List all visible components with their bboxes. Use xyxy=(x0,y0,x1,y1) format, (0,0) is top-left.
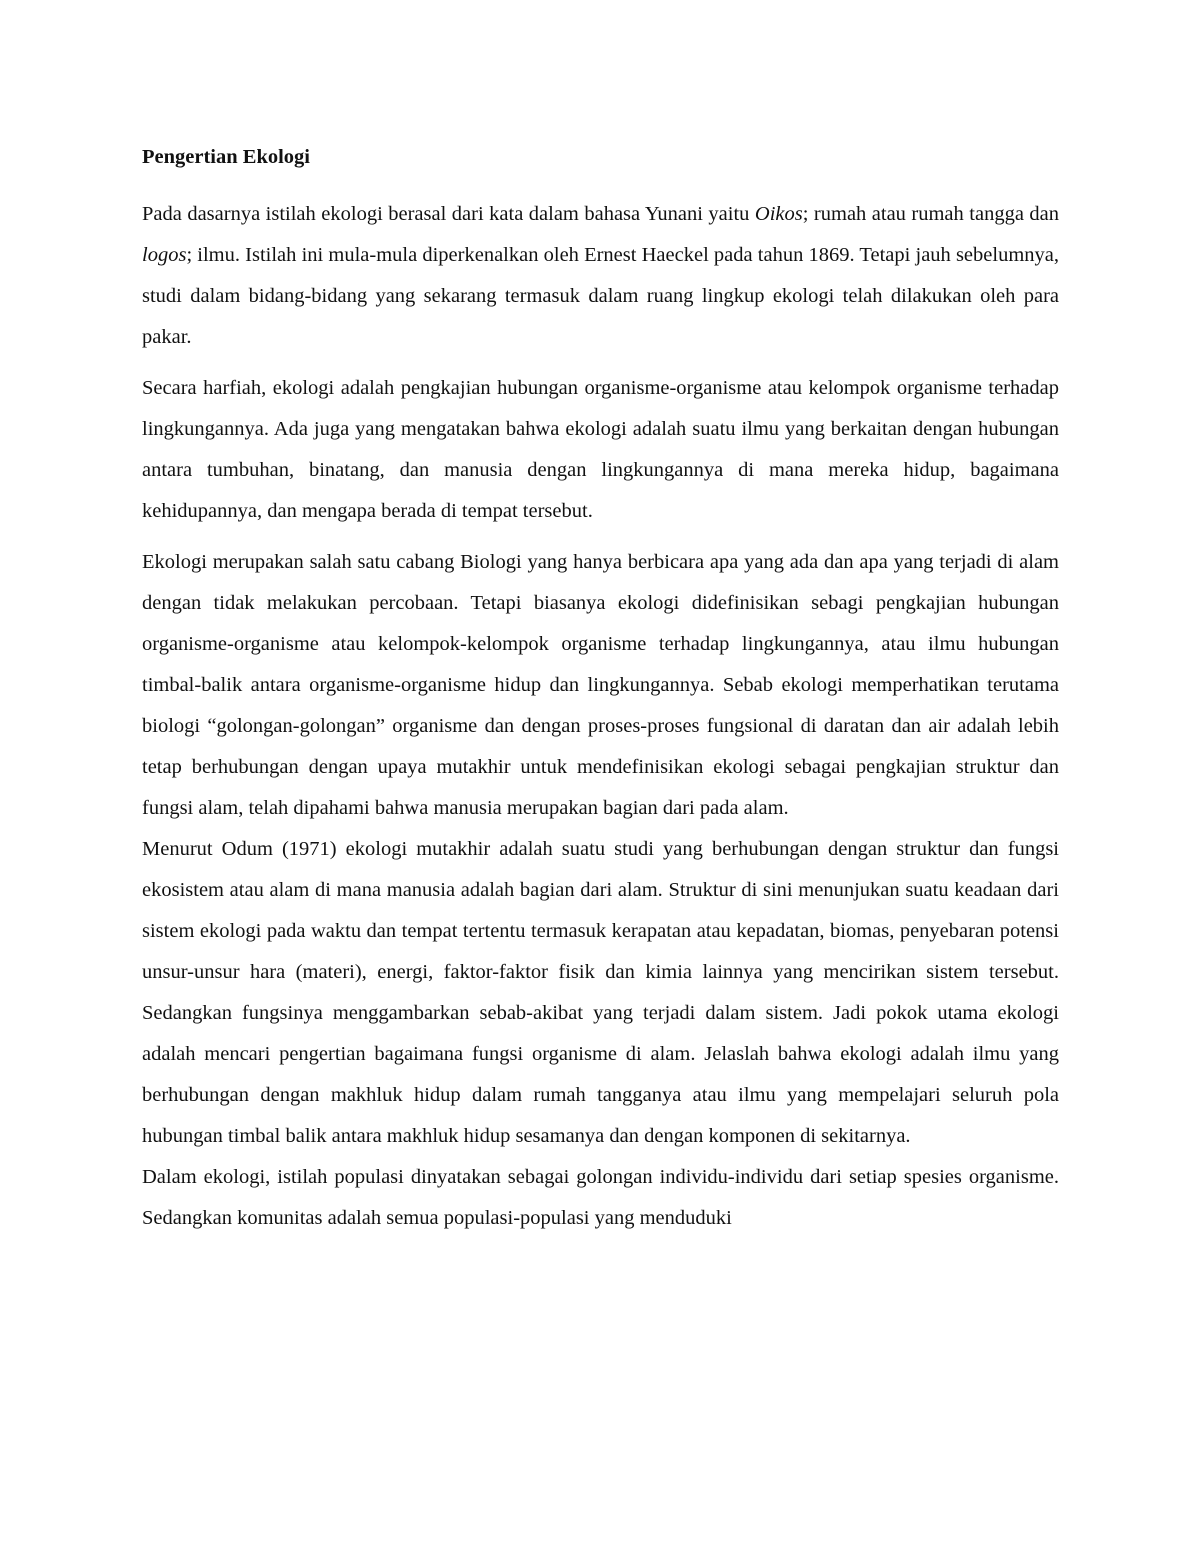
paragraph-1-text-c: ; ilmu. Istilah ini mula-mula diperkenalkan oleh Ernest Haeckel pada tahun 1869. Tetapi jauh sebelumnya, studi dalam bidang-bidang yang sekarang termasuk dalam ruang lingkup ekologi telah dilakukan oleh para pakar. xyxy=(142,244,1059,348)
paragraph-5: Dalam ekologi, istilah populasi dinyatakan sebagai golongan individu-individu dari setiap spesies organisme. Sedangkan komunitas adalah semua populasi-populasi yang menduduki xyxy=(142,1166,1059,1229)
term-oikos: Oikos xyxy=(754,203,803,225)
paragraph-1-text-b: ; rumah atau rumah tangga dan xyxy=(802,203,1059,225)
paragraph-1-text-a: Pada dasarnya istilah ekologi berasal dari kata dalam bahasa Yunani yaitu xyxy=(142,203,755,225)
paragraph-3: Ekologi merupakan salah satu cabang Biologi yang hanya berbicara apa yang ada dan apa yang terjadi di alam dengan tidak melakukan percobaan. Tetapi biasanya ekologi didefinisikan sebagi pengkajian hubungan organisme-organisme atau kelompok-kelompok organisme terhadap lingkungannya, atau ilmu hubungan timbal-balik antara organisme-organisme hidup dan lingkungannya. Sebab ekologi memperhatikan terutama biologi “golongan-golongan” organisme dan dengan proses-proses fungsional di daratan dan air adalah lebih tetap berhubungan dengan upaya mutakhir untuk mendefinisikan ekologi sebagai pengkajian struktur dan fungsi alam, telah dipahami bahwa manusia merupakan bagian dari pada alam. xyxy=(142,551,1059,819)
paragraph-2: Secara harfiah, ekologi adalah pengkajian hubungan organisme-organisme atau kelompok organisme terhadap lingkungannya. Ada juga yang mengatakan bahwa ekologi adalah suatu ilmu yang berkaitan dengan hubungan antara tumbuhan, binatang, dan manusia dengan lingkungannya di mana mereka hidup, bagaimana kehidupannya, dan mengapa berada di tempat tersebut. xyxy=(142,377,1059,522)
term-logos: logos xyxy=(142,244,187,266)
document-page xyxy=(142,141,1059,1239)
paragraph-1 xyxy=(142,194,1059,358)
document-title: Pengertian Ekologi xyxy=(142,146,310,168)
paragraph-4: Menurut Odum (1971) ekologi mutakhir adalah suatu studi yang berhubungan dengan struktur dan fungsi ekosistem atau alam di mana manusia adalah bagian dari alam. Struktur di sini menunjukan suatu keadaan dari sistem ekologi pada waktu dan tempat tertentu termasuk kerapatan atau kepadatan, biomas, penyebaran potensi unsur-unsur hara (materi), energi, faktor-faktor fisik dan kimia lainnya yang mencirikan sistem tersebut. Sedangkan fungsinya menggambarkan sebab-akibat yang terjadi dalam sistem. Jadi pokok utama ekologi adalah mencari pengertian bagaimana fungsi organisme di alam. Jelaslah bahwa ekologi adalah ilmu yang berhubungan dengan makhluk hidup dalam rumah tangganya atau ilmu yang mempelajari seluruh pola hubungan timbal balik antara makhluk hidup sesamanya dan dengan komponen di sekitarnya. xyxy=(142,838,1059,1147)
